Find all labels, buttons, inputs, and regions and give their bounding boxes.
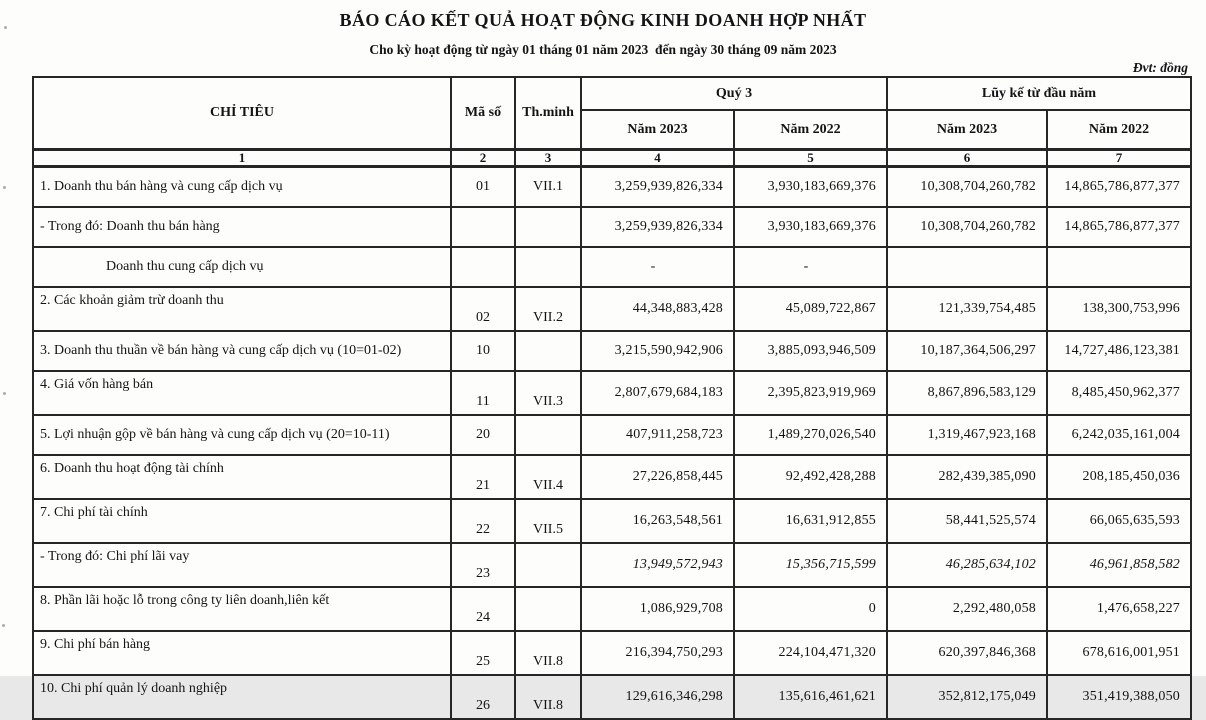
- row-label: - Trong đó: Chi phí lãi vay: [33, 543, 451, 587]
- value-q3-2022: 15,356,715,599: [734, 543, 887, 587]
- table-row: [33, 287, 1191, 331]
- value-ytd-2023: 121,339,754,485: [887, 287, 1047, 331]
- value-q3-2023: 16,263,548,561: [581, 499, 734, 543]
- value-q3-2022: 2,395,823,919,969: [734, 371, 887, 415]
- value-q3-2023: -: [581, 247, 734, 287]
- value-ytd-2022: 46,961,858,582: [1047, 543, 1191, 587]
- row-note: VII.8: [515, 675, 581, 719]
- colnum-3: 3: [515, 150, 581, 167]
- value-ytd-2023: 58,441,525,574: [887, 499, 1047, 543]
- value-q3-2022: 3,885,093,946,509: [734, 331, 887, 371]
- row-code: 10: [451, 331, 515, 371]
- header-q3-2023: Năm 2023: [581, 110, 734, 150]
- value-q3-2023: 3,259,939,826,334: [581, 207, 734, 247]
- row-label: 2. Các khoản giảm trừ doanh thu: [33, 287, 451, 331]
- value-q3-2022: 16,631,912,855: [734, 499, 887, 543]
- scan-speck: [3, 186, 6, 189]
- table-row: [33, 455, 1191, 499]
- row-note: VII.3: [515, 371, 581, 415]
- value-ytd-2023: 8,867,896,583,129: [887, 371, 1047, 415]
- value-q3-2023: 3,259,939,826,334: [581, 167, 734, 208]
- page-title: BÁO CÁO KẾT QUẢ HOẠT ĐỘNG KINH DOANH HỢP NHẤT: [339, 10, 867, 30]
- row-label: 1. Doanh thu bán hàng và cung cấp dịch vụ: [33, 167, 451, 208]
- row-note: VII.5: [515, 499, 581, 543]
- value-ytd-2022: 66,065,635,593: [1047, 499, 1191, 543]
- row-note: VII.2: [515, 287, 581, 331]
- header-ma-so: Mã số: [451, 77, 515, 150]
- row-code: 01: [451, 167, 515, 208]
- table-row: [33, 331, 1191, 371]
- value-q3-2023: 27,226,858,445: [581, 455, 734, 499]
- table-row: [33, 371, 1191, 415]
- value-ytd-2022: 14,727,486,123,381: [1047, 331, 1191, 371]
- value-ytd-2023: 10,308,704,260,782: [887, 207, 1047, 247]
- row-code: 26: [451, 675, 515, 719]
- value-ytd-2023: 352,812,175,049: [887, 675, 1047, 719]
- value-ytd-2022: 351,419,388,050: [1047, 675, 1191, 719]
- row-note: [515, 543, 581, 587]
- value-q3-2022: 1,489,270,026,540: [734, 415, 887, 455]
- value-q3-2022: 92,492,428,288: [734, 455, 887, 499]
- scan-speck: [4, 26, 7, 29]
- header-q3-2022: Năm 2022: [734, 110, 887, 150]
- value-ytd-2022: 14,865,786,877,377: [1047, 207, 1191, 247]
- header-row-groups: [33, 77, 1191, 110]
- report-table: [32, 76, 1192, 720]
- row-code: 23: [451, 543, 515, 587]
- row-label: Doanh thu cung cấp dịch vụ: [33, 247, 451, 287]
- value-ytd-2023: 282,439,385,090: [887, 455, 1047, 499]
- value-q3-2023: 44,348,883,428: [581, 287, 734, 331]
- value-q3-2022: 3,930,183,669,376: [734, 207, 887, 247]
- row-note: [515, 331, 581, 371]
- row-label: 10. Chi phí quản lý doanh nghiệp: [33, 675, 451, 719]
- header-row-column-numbers: [33, 150, 1191, 167]
- table-row: [33, 631, 1191, 675]
- value-ytd-2023: 10,187,364,506,297: [887, 331, 1047, 371]
- table-row: [33, 675, 1191, 719]
- value-ytd-2022: 14,865,786,877,377: [1047, 167, 1191, 208]
- row-label: 7. Chi phí tài chính: [33, 499, 451, 543]
- value-q3-2023: 13,949,572,943: [581, 543, 734, 587]
- value-q3-2023: 1,086,929,708: [581, 587, 734, 631]
- value-ytd-2022: [1047, 247, 1191, 287]
- value-q3-2023: 129,616,346,298: [581, 675, 734, 719]
- page-subtitle: Cho kỳ hoạt động từ ngày 01 tháng 01 năm 2023 đến ngày 30 tháng 09 năm 2023: [369, 42, 837, 57]
- value-q3-2022: 3,930,183,669,376: [734, 167, 887, 208]
- row-code: 20: [451, 415, 515, 455]
- value-ytd-2022: 678,616,001,951: [1047, 631, 1191, 675]
- row-label: 6. Doanh thu hoạt động tài chính: [33, 455, 451, 499]
- row-label: 8. Phần lãi hoặc lỗ trong công ty liên doanh,liên kết: [33, 587, 451, 631]
- table-row: [33, 207, 1191, 247]
- table-row: [33, 415, 1191, 455]
- value-q3-2022: 224,104,471,320: [734, 631, 887, 675]
- colnum-2: 2: [451, 150, 515, 167]
- colnum-6: 6: [887, 150, 1047, 167]
- scan-speck: [2, 624, 5, 627]
- row-code: 11: [451, 371, 515, 415]
- row-code: 22: [451, 499, 515, 543]
- table-row: [33, 587, 1191, 631]
- value-ytd-2023: 620,397,846,368: [887, 631, 1047, 675]
- row-note: [515, 247, 581, 287]
- value-q3-2023: 2,807,679,684,183: [581, 371, 734, 415]
- colnum-1: 1: [33, 150, 451, 167]
- row-code: 24: [451, 587, 515, 631]
- value-q3-2023: 216,394,750,293: [581, 631, 734, 675]
- value-ytd-2023: 46,285,634,102: [887, 543, 1047, 587]
- row-label: - Trong đó: Doanh thu bán hàng: [33, 207, 451, 247]
- value-ytd-2023: [887, 247, 1047, 287]
- header-chi-tieu: CHỈ TIÊU: [33, 77, 451, 150]
- row-code: 25: [451, 631, 515, 675]
- header-ytd-2023: Năm 2023: [887, 110, 1047, 150]
- scan-speck: [3, 392, 6, 395]
- value-q3-2023: 407,911,258,723: [581, 415, 734, 455]
- value-ytd-2022: 138,300,753,996: [1047, 287, 1191, 331]
- row-note: [515, 415, 581, 455]
- value-ytd-2023: 2,292,480,058: [887, 587, 1047, 631]
- header-quy-3: Quý 3: [581, 77, 887, 110]
- table-row: [33, 499, 1191, 543]
- table-row: [33, 247, 1191, 287]
- row-code: 02: [451, 287, 515, 331]
- row-code: [451, 247, 515, 287]
- row-code: 21: [451, 455, 515, 499]
- value-ytd-2023: 10,308,704,260,782: [887, 167, 1047, 208]
- row-label: 5. Lợi nhuận gộp về bán hàng và cung cấp dịch vụ (20=10-11): [33, 415, 451, 455]
- header-ytd-2022: Năm 2022: [1047, 110, 1191, 150]
- value-ytd-2022: 6,242,035,161,004: [1047, 415, 1191, 455]
- value-ytd-2022: 208,185,450,036: [1047, 455, 1191, 499]
- colnum-5: 5: [734, 150, 887, 167]
- row-note: VII.8: [515, 631, 581, 675]
- colnum-4: 4: [581, 150, 734, 167]
- value-q3-2022: 0: [734, 587, 887, 631]
- row-note: VII.4: [515, 455, 581, 499]
- value-q3-2022: 135,616,461,621: [734, 675, 887, 719]
- value-q3-2022: -: [734, 247, 887, 287]
- unit-label: Đvt: đồng: [1132, 60, 1188, 75]
- value-ytd-2022: 8,485,450,962,377: [1047, 371, 1191, 415]
- table-row: [33, 543, 1191, 587]
- value-q3-2022: 45,089,722,867: [734, 287, 887, 331]
- row-note: VII.1: [515, 167, 581, 208]
- row-code: [451, 207, 515, 247]
- row-note: [515, 207, 581, 247]
- row-label: 3. Doanh thu thuần về bán hàng và cung cấp dịch vụ (10=01-02): [33, 331, 451, 371]
- value-ytd-2022: 1,476,658,227: [1047, 587, 1191, 631]
- row-label: 4. Giá vốn hàng bán: [33, 371, 451, 415]
- value-ytd-2023: 1,319,467,923,168: [887, 415, 1047, 455]
- value-q3-2023: 3,215,590,942,906: [581, 331, 734, 371]
- colnum-7: 7: [1047, 150, 1191, 167]
- table-row: [33, 167, 1191, 208]
- header-th-minh: Th.minh: [515, 77, 581, 150]
- row-note: [515, 587, 581, 631]
- row-label: 9. Chi phí bán hàng: [33, 631, 451, 675]
- header-luy-ke: Lũy kế từ đầu năm: [887, 77, 1191, 110]
